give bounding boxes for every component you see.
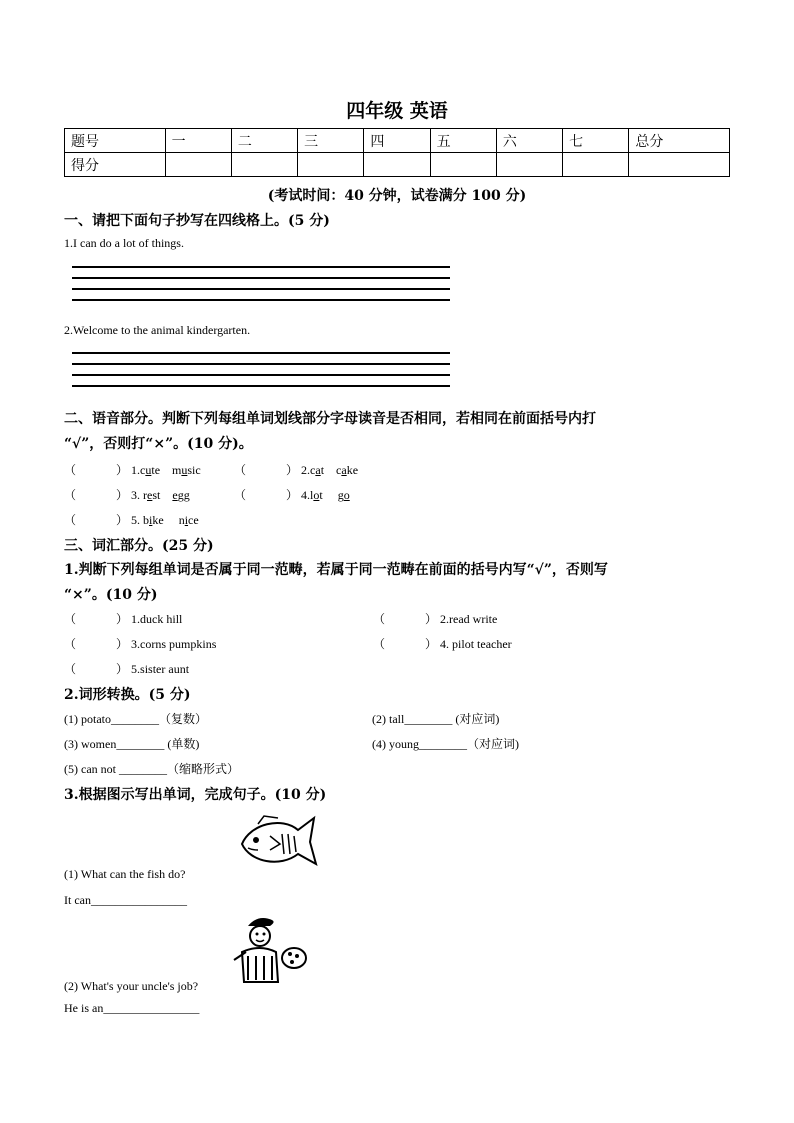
part2-heading: 2.词形转换。(5 分) (64, 687, 191, 703)
word-form-item[interactable]: (3) women________ (单数) (64, 737, 200, 751)
score-header-cell: 三 (298, 129, 364, 153)
score-table-header-row (65, 129, 730, 153)
section1-heading: 一、请把下面句子抄写在四线格上。(5 分) (64, 213, 330, 229)
phonics-item: （ ） 5. bike nice (64, 513, 199, 527)
copy-sentence-2: 2.Welcome to the animal kindergarten. (64, 323, 251, 337)
score-cell[interactable] (430, 153, 496, 177)
section3-heading: 三、词汇部分。(25 分) (64, 538, 214, 554)
picture-question-1: (1) What can the fish do? (64, 867, 186, 881)
category-item: （ ） 1.duck hill (64, 612, 183, 626)
score-header-cell: 四 (364, 129, 430, 153)
word-form-item[interactable]: (1) potato________（复数） (64, 712, 207, 726)
category-item: （ ） 5.sister aunt (64, 662, 190, 676)
score-cell[interactable] (364, 153, 430, 177)
phonics-item: （ ） 4.lot go (234, 488, 350, 502)
category-item: （ ） 2.read write (373, 612, 498, 626)
score-cell[interactable] (165, 153, 231, 177)
score-header-cell: 总分 (629, 129, 730, 153)
phonics-item: （ ） 3. rest egg (64, 488, 190, 502)
category-item: （ ） 4. pilot teacher (373, 637, 512, 651)
answer-line-2[interactable]: He is an________________ (64, 1001, 200, 1015)
score-cell[interactable] (496, 153, 562, 177)
answer-line-1[interactable]: It can________________ (64, 893, 187, 907)
score-cell[interactable] (563, 153, 629, 177)
section2-heading-cont: “√”，否则打“×”。(10 分)。 (64, 436, 253, 452)
score-header-cell: 六 (496, 129, 562, 153)
part1-heading: 1.判断下列每组单词是否属于同一范畴，若属于同一范畴在前面的括号内写“√”，否则写 (64, 562, 608, 578)
score-table-score-row (65, 153, 730, 177)
fish-picture (236, 810, 320, 874)
score-table (64, 128, 730, 177)
picture-question-2: (2) What's your uncle's job? (64, 979, 199, 993)
word-form-item[interactable]: (4) young________（对应词) (372, 737, 519, 751)
phonics-item: （ ） 2.cat cake (234, 463, 359, 477)
word-form-item[interactable]: (2) tall________ (对应词) (372, 712, 500, 726)
score-cell[interactable] (629, 153, 730, 177)
part1-heading-cont: “×”。(10 分) (64, 587, 158, 603)
part3-heading: 3.根据图示写出单词，完成句子。(10 分) (64, 787, 327, 803)
score-cell[interactable] (231, 153, 297, 177)
page-title: 四年级 英语 (346, 100, 448, 122)
score-cell[interactable] (298, 153, 364, 177)
copy-sentence-1: 1.I can do a lot of things. (64, 236, 184, 250)
painter-picture (232, 912, 308, 984)
score-header-cell: 一 (165, 129, 231, 153)
score-header-cell: 七 (563, 129, 629, 153)
word-form-item[interactable]: (5) can not ________（缩略形式） (64, 762, 239, 776)
phonics-item: （ ） 1.cute music (64, 463, 201, 477)
score-header-cell: 题号 (65, 129, 166, 153)
section2-heading: 二、语音部分。判断下列每组单词划线部分字母读音是否相同，若相同在前面括号内打 (64, 411, 596, 427)
exam-note: (考试时间：40 分钟，试卷满分 100 分) (267, 188, 527, 204)
score-header-cell: 二 (231, 129, 297, 153)
score-row-label: 得分 (65, 153, 166, 177)
score-header-cell: 五 (430, 129, 496, 153)
category-item: （ ） 3.corns pumpkins (64, 637, 217, 651)
